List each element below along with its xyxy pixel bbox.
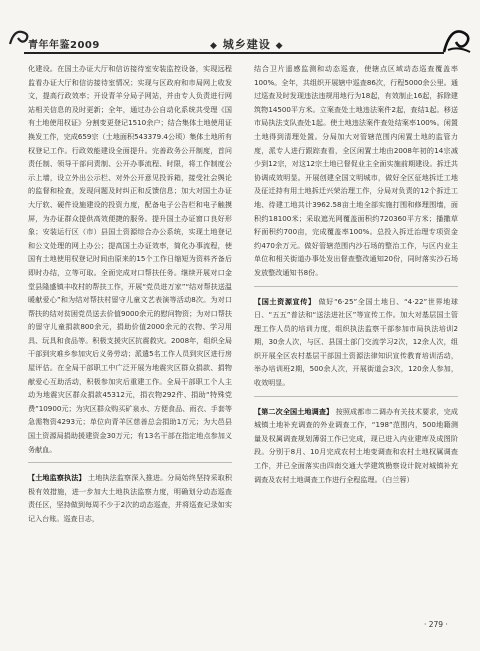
section-divider bbox=[254, 396, 458, 397]
yearbook-title: 青年年鉴2009 bbox=[28, 40, 100, 51]
left-column bbox=[28, 62, 232, 526]
diamond-icon: ◆ bbox=[210, 41, 218, 51]
diamond-icon: ◆ bbox=[275, 41, 284, 51]
section-paragraph bbox=[254, 295, 458, 390]
section-body: 做好“6·25”全国土地日、“4·22”世界地球日、“五五”普法和“送法进社区”等宣传工作。加大对基层国土管理工作人员的培训力度，组织执法监察干部参加市局执法培训2期，30余人次，与区、县国土部门交流学习2次，12余人次，组织开展全区农村基层干部国土资源法律知识宣传教育培训活动，举办培训班2期，500余人次，开展街道会3次，120余人参加，收效明显。 bbox=[254, 296, 458, 388]
right-column bbox=[254, 62, 458, 486]
section-title bbox=[210, 36, 284, 52]
section-body: 按照成都市二调办有关技术要求，完成城镇土地补充调查的外业调查工作，“198”范围内，500地籍测量及权属调查规划薄弱工作已完成，现已进入内业建库及成图阶段。分别于8月、10月完成农村土地变调查和农村土地权属调查工作，并已全面落实由四南交通大学建筑勘察设计院对城镇补充调查及农村土地调查工作进行全程监理。（白兰蓉） bbox=[254, 406, 459, 484]
body-paragraph: 化建设。在国土办证大厅和信访接待室安装监控设备，实现远程监看办证大厅和信访接待室情况；实现与区政府和市局网上收发文，提高行政效率；开设青羊分局子网站，并由专人负责进行网站相关信息的及时更新；全年，通过办公自动化系统共受理《国有土地使用权证》分割变更登记1510余户；结合集体土地使用证换发工作，完成659宗（土地面积543379.4公顷）集体土地所有权登记工作。行政效能建设全面提升。完善政务公开制度，首问责任制、领导干部问责制、公开办事流程、时限，将工作制度公示上墙，设立外出公示栏、对外公开意见投诉箱，接受社会舆论的监督和检查，发现问题及时纠正和反馈信息；加大对国土办证大厅软、硬件设施建设的投资力度，配备电子公告栏和电子触摸屏，为办证群众提供高效便捷的服务。提升国土办证窗口良好形象；安装运行区（市）县国土资源综合办公系统，实现土地登记和公文处理的网上办公；提高国土办证效率，简化办事流程，使国有土地使用权登记时间由原来的15个工作日缩短为资料齐备后即时办结，立等可取。全面完成对口帮扶任务。继续开展对口金堂县隆盛镇丰收村的帮扶工作，开展“党员进万家”“结对帮扶送温暖献爱心”和为结对帮扶村留守儿童文艺表演等活动8次。为对口帮扶的结对贫困党员送去价值9000余元的慰问物资；为对口帮扶的留守儿童捐款800余元，捐助价值2000余元的衣物、学习用具、玩具和食品等。积极支援灾区抗震救灾。2008年，组织全局干部到灾难乡参加灾后义务劳动；派遣5名工作人员到灾区进行房屋评估。在全局干部职工中广泛开展为地震灾区群众捐款、捐物献爱心互助活动，积极参加灾后重建工作。全局干部职工个人主动为地震灾区群众捐款45312元，捐衣物292件、捐助“特殊党费”10900元；为灾区群众购买矿泉水、方便食品、雨衣、手套等急需物资4293元；单位向青羊区慈善总会捐助1万元；为大邑县国土资源局捐助援建资金30万元；有13名干部在指定地点参加义务献血。 bbox=[28, 64, 232, 454]
page-number: · 279 · bbox=[424, 620, 448, 629]
body-paragraph: 结合卫片遥感监测和动态巡查，使辖点区域动态巡查覆盖率100%。全年，共组织开展辖中巡查86次，行程5000余公里。通过巡查及时发现违法违规用地行为18起，有效制止16起，拆除建筑物14500平方米。立案查处土地违法案件2起，查结1起。移送市局执法支队查处1起。使土地违法案件查处结案率100%。闲置土地得到清理处置。分局加大对管辖范围内闲置土地的监管力度，派专人进行跟踪查看，全区闲置土地由2008年初的14宗减少到12宗，对这12宗土地已督促业主全面实施前期建设。拆迁共协调成效明显。开展创建全国文明城市，做好全区征地拆迁工地及征迁持有用土地拆迁兴荣治理工作，分局对负责的12个拆迁工地、待建工地共计3962.58亩土地全部实施打围和修理围墙，面积约18100米；采取遮光网覆盖面积约720360平方米；播撒草籽面积约700亩，完成覆盖率100%。总投入拆迁治理专项资金约470余万元。做好管辖范围内沙石场的整治工作，与区内业主单位和相关街道办事处发出督查整改通知20份，同时落实沙石场发放整改通知书8份。 bbox=[254, 64, 458, 277]
section-divider bbox=[254, 286, 458, 287]
section-title-text: 城乡建设 bbox=[222, 38, 271, 51]
header-rule bbox=[24, 52, 444, 54]
section-body: 土地执法监察深入推进。分局始终坚持采取积极有效措施，进一步加大土地执法监察力度，明确划分动态巡查责任区，坚持做到每周不少于2次的动态巡查，并将巡查记录如实记入台账。巡查日志， bbox=[28, 473, 232, 523]
section-divider bbox=[28, 462, 232, 463]
section-heading: 【国土资源宣传】 bbox=[254, 296, 316, 306]
section-heading: 【土地监察执法】 bbox=[28, 473, 86, 483]
section-paragraph bbox=[28, 471, 232, 525]
section-heading: 【第二次全国土地调查】 bbox=[254, 406, 334, 416]
page-header bbox=[0, 0, 480, 52]
section-paragraph bbox=[254, 405, 458, 487]
right-emblem-icon bbox=[440, 26, 474, 56]
